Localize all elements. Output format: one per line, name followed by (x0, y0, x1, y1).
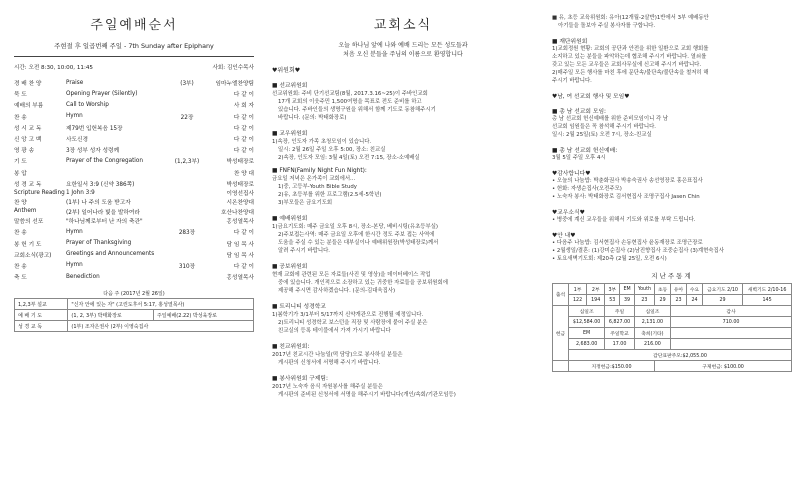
stats-cell: 새벽기도 2/10-16 (743, 284, 792, 295)
order-a: 찬 송 (14, 263, 27, 270)
order-row (14, 271, 254, 282)
announcement-line: 일시: 2월 25일(토) 오전 7시, 장소-친교실 (552, 132, 652, 138)
service-time: 시간: 오전 8:30, 10:00, 11:45 (14, 65, 93, 71)
order-b: 제79번 입헌복음 15장 (66, 125, 123, 132)
order-a: 묵 도 (14, 92, 27, 99)
news-line: 1)중, 고등부-Youth Bible Study (278, 184, 357, 190)
order-d: 담 임 목 사 (226, 252, 254, 259)
news-line: 알려 주시기 바랍니다. (278, 248, 331, 254)
stats-cell (671, 328, 792, 339)
order-b: 3장 성부 성자 성령께 (66, 148, 119, 155)
stats-cell: 145 (743, 295, 792, 306)
order-c: 22장 (180, 114, 194, 121)
order-row (14, 144, 254, 155)
announcement-line: • 토요새벽기도회: 제20측 (2월 25일, 오전 6시) (552, 256, 667, 262)
announcement-line: • 노숙자 봉사: 박태화장로 김서현집사 조명구집사 Jasen Chin (552, 194, 700, 200)
announcement-title: ♥남, 여 선교회 행사 및 모임♥ (552, 94, 630, 100)
next-week-table (14, 288, 254, 332)
stats-title: 지난주통계 (651, 272, 693, 280)
announcement-line: 소지하고 있는 분들을 파악하는데 협조해 주시기 바랍니다. 열쇠를 (552, 54, 707, 60)
news-section-title: ■ 봉사위원회 구제팀: (272, 376, 328, 382)
news-line: 선교위원회: 주비 단기선교팀(8월, 2017.3.16~25)이 주바인교회 (272, 91, 428, 97)
stats-cell (671, 339, 792, 350)
order-a: 교회소식(광고) (14, 252, 52, 259)
stats-cell: 216.00 (634, 339, 670, 350)
worship-order-column (14, 0, 254, 486)
order-a: 축 도 (14, 275, 27, 282)
stats-row (553, 350, 792, 361)
order-b: Prayer of Thanksgiving (66, 240, 132, 247)
stats-cell: 194 (587, 295, 605, 306)
announcement-line: 갖고 있는 모든 교우들은 교회사무실에 신고해 주시기 바랍니다. (552, 62, 702, 68)
announcement-body (552, 177, 792, 201)
order-a: 기 도 (14, 159, 27, 166)
order-d: 찬 양 대 (233, 170, 254, 177)
news-line: 1)속장, 인도자 가족 초청모임이 있습니다. (272, 139, 372, 145)
news-section-title: ■ 예배위원회 (272, 216, 308, 222)
stats-cell: 3부 (605, 284, 620, 295)
stats-cell: 축희(기타) (634, 328, 670, 339)
order-a: 신 앙 고 백 (14, 137, 42, 144)
committee-header: ♥위원회♥ (272, 67, 301, 74)
stats-cell: 유아 (671, 284, 687, 295)
news-line: 2017년 노숙자 음식 자원봉사를 해주실 분들은 (272, 384, 383, 390)
stats-cell: 1부 (568, 284, 586, 295)
next-week-caption: 다음 주 (2017년 2월 26일) (103, 290, 165, 297)
order-a: 영 광 송 (14, 148, 35, 155)
stats-cell: 6,827.00 (605, 317, 634, 328)
order-d: 다 같 이 (233, 148, 254, 155)
order-row (14, 167, 254, 178)
announcement-line: • 다음주 나눔밥: 김서현집사 손동현집사 윤동재장로 조명근장로 (552, 240, 703, 246)
news-list (272, 80, 534, 399)
order-row (14, 88, 254, 99)
announcement-line: 3월 5일 주일 오후 4시 (552, 155, 606, 161)
stats-cell: 주일 (605, 306, 634, 317)
order-d: 호산나찬양대 (221, 209, 254, 216)
order-a: 예배의 부름 (14, 103, 44, 110)
news-line: 게시판의 준비된 신청서에 서명을 해주시기 바랍니다(개인/속회/기관모임등) (278, 392, 456, 398)
order-b: Benediction (66, 273, 100, 280)
order-d: 다 같 이 (233, 263, 254, 270)
announcement-title: ♥감사합니다♥ (552, 171, 591, 177)
news-section-title: ■ 선교위원회 (272, 83, 308, 89)
news-line: 2)유, 초등부를 위한 프로그램(2.5세-5학년) (278, 192, 382, 198)
stats-row (553, 339, 792, 350)
stats-row (553, 306, 792, 317)
news-section-body (272, 175, 534, 207)
worship-meta (14, 63, 254, 71)
news-line: 3)부모들은 금요기도회 (278, 200, 333, 206)
order-row (14, 208, 254, 216)
stats-cell: 구제헌금: $100.00 (655, 361, 792, 372)
announcement-line: • 오늘의 나눔밥: 박춘화권사 박송숙권사 송선영장로 홍은표집사 (552, 178, 703, 184)
stats-cell: 2부 (587, 284, 605, 295)
stats-cell: 710.00 (671, 317, 792, 328)
order-row (14, 77, 254, 88)
announcement-line: 선교회 임원들은 꼭 참석해 주시기 바랍니다. (552, 124, 657, 130)
news-line: 게시판의 신청서에 서명해 주시기 바랍니다. (278, 360, 381, 366)
order-a: Scripture Reading (14, 189, 65, 196)
order-row (14, 226, 254, 237)
announcement-line: • 헌화: 자생순집사(오전주모) (552, 186, 622, 192)
stats-cell: 29 (655, 295, 671, 306)
news-section-title: ■ 트리니티 성경학교 (272, 304, 326, 310)
news-section-title: ■ FNFN(Family Night Fun Night): (272, 168, 367, 174)
order-d: 다 같 이 (233, 114, 254, 121)
next-week-row: 성 경 교 독 (1부) 조자은권사 (2부) 이영숙집사 (15, 321, 254, 332)
order-row (14, 99, 254, 110)
order-row (14, 111, 254, 122)
order-b: Praise (66, 79, 84, 86)
stats-cell: 주일학교 (605, 328, 634, 339)
announcement-line: 1)교회정원 현황: 교회의 공단과 안전을 위한 일환으로 교회 행회를 (552, 46, 709, 52)
news-line: 바랍니다. (문의: 박태화장로) (278, 115, 347, 121)
news-line: 중에 있습니다. 개인적으로 소장하고 있는 귀중한 자료들을 공보위원회에 (278, 280, 448, 286)
order-b: Opening Prayer (Silently) (66, 90, 138, 97)
order-d: 홍성열목사 (226, 219, 254, 226)
order-c: (3부) (180, 81, 194, 88)
news-title: 교회소식 (373, 18, 433, 33)
presider: 사회: 김인수목사 (212, 65, 254, 71)
stats-cell: 헌금 (553, 306, 569, 361)
order-a: 말씀의 선포 (14, 219, 44, 226)
stats-row (553, 295, 792, 306)
next-week-row: 1,2,3부 설교 "신자 안에 있는 자" (고린도후서 5:17, 홍성열목사) (15, 299, 254, 310)
announcement-body (552, 239, 792, 263)
order-d: 임마누엘찬양팀 (215, 81, 254, 88)
order-b: (1부) 나 주의 도움 받고자 (66, 200, 131, 207)
news-section-body (272, 90, 534, 122)
stats-cell (553, 361, 569, 372)
order-row (14, 249, 254, 260)
stats-cell: 십일조 (634, 306, 670, 317)
order-b: Hymn (66, 113, 83, 120)
order-d: 사 회 자 (233, 103, 254, 110)
stats-cell: 122 (568, 295, 586, 306)
order-a: 봉 압 (14, 170, 27, 177)
stats-cell: 2,683.00 (568, 339, 604, 350)
stats-cell: 17.00 (605, 339, 634, 350)
order-b: 요한일서 3:9 (신약 386쪽) (66, 181, 135, 188)
announcement-line: 주시기 바랍니다. (552, 78, 592, 84)
order-list (14, 77, 254, 282)
stats-cell: 금요기도 2/10 (703, 284, 743, 295)
order-row (14, 133, 254, 144)
announcement-title: ♥안 내♥ (552, 233, 576, 239)
stats-cell: 감사 (671, 306, 792, 317)
announcement-line: 총 남 선교회 헌신예배를 위한 준비모임이니 각 남 (552, 116, 669, 122)
order-c: 310장 (178, 263, 196, 270)
order-a: 찬 송 (14, 230, 27, 237)
order-a: 경 배 찬 양 (14, 81, 42, 88)
announcement-body (552, 154, 792, 162)
announcement-body (552, 45, 792, 85)
welcome-greeting: 오늘 하나님 앞에 나와 예배 드리는 모든 성도들과 처음 오신 분들을 주님의 이름으로 환영합니다 (338, 42, 468, 58)
stats-row (553, 328, 792, 339)
announcement-title: ♥교우소식♥ (552, 210, 585, 216)
news-section-body (272, 351, 534, 367)
stats-cell: 출석 (553, 284, 569, 306)
order-d: 홍성열목사 (226, 275, 254, 282)
order-a: 성 시 교 독 (14, 125, 42, 132)
announcement-body (552, 115, 792, 139)
stats-cell: EM (620, 284, 634, 295)
order-row (14, 237, 254, 248)
news-line: 도움을 주실 수 있는 분들은 대부실이나 예배위원장(박성태장로)께서 (278, 240, 439, 246)
order-b: Call to Worship (66, 101, 109, 108)
order-c: (1,2,3부) (174, 159, 200, 166)
announcement-list (552, 36, 792, 263)
announcement-line: • 2월생일/결혼: (1)강미순집사 (2)남진향집사 조중순집사 (3)계현숙집사 (552, 248, 724, 254)
order-d: 다 같 이 (233, 125, 254, 132)
stats-cell: 수요 (687, 284, 703, 295)
news-line: 2)주보접는사역: 매주 금요일 오후에 한시간 정도 주보 접는 사역에 (278, 232, 435, 238)
order-d: 박성태장로 (226, 159, 254, 166)
order-row (14, 260, 254, 271)
stats-row (553, 361, 792, 372)
news-line: 일시: 2월 26일 주일 오후 5:00, 장소: 친교실 (278, 147, 386, 153)
order-a: 봉 헌 기 도 (14, 241, 42, 248)
stats-cell: Youth (634, 284, 654, 295)
education-committee: ■ 유, 초등 교육위원회: 유아(12개월-2살반)1반에서 3부 예배동안 아기들을 돌보아 주실 봉사자를 구합니다. (552, 15, 709, 29)
worship-subtitle: 주현절 후 일곱번째 주일 - 7th Sunday after Epiphany (54, 42, 214, 50)
news-section-body (272, 223, 534, 255)
news-section-title: ■ 공보위원회 (272, 264, 308, 270)
order-a: 찬 양 (14, 200, 27, 207)
news-line: 있습니다. 주바인들의 생명구원을 위해서 함께 기도로 동참해주시기 (278, 107, 436, 113)
announcement-title: ■ 총 남 선교회 모임: (552, 109, 606, 115)
order-row (14, 155, 254, 166)
order-row (14, 189, 254, 197)
stats-cell: 39 (620, 295, 634, 306)
stats-cell: 초등 (655, 284, 671, 295)
church-news-column (272, 0, 534, 486)
order-row (14, 215, 254, 226)
worship-title: 주일예배순서 (90, 18, 178, 33)
news-line: 친교실의 등록 테이블에서 가져 가시기 바랍니다 (278, 328, 391, 334)
stats-cell: 2,131.00 (634, 317, 670, 328)
order-d: 다 같 이 (233, 137, 254, 144)
order-d: 시온찬양대 (226, 200, 254, 207)
news-line: 제공해 주시면 감사하겠습니다. (문의-김대욱집사) (278, 288, 396, 294)
order-b: Hymn (66, 262, 83, 269)
stats-cell: EM (568, 328, 604, 339)
news-section-body (272, 138, 534, 162)
next-week-row: 예 배 기 도 (1, 2, 3부) 박태화장로 주일예배(2.22) 박성육장로 (15, 310, 254, 321)
news-line: 1)금요기도회: 매주 금요일 오후 8시, 장소-본당, 베비시팅(유초등부실) (272, 224, 439, 230)
news-line: 2)속장, 인도자 모임: 3월 4일(토) 오전 7:15, 장소-소예배실 (278, 155, 420, 161)
announcements-column (552, 0, 792, 486)
order-a: 찬 송 (14, 114, 27, 121)
order-d: 박성태장로 (226, 181, 254, 188)
order-b: Hymn (66, 228, 83, 235)
announcement-line: 2)매주일 모든 행사를 마친 후에 문단속/불단속/불단속을 철저히 해 (552, 70, 709, 76)
news-line: 17개 교회의 이웃주민 1,500여명을 목표로 전도 준비를 하고 (278, 99, 422, 105)
stats-cell: 23 (671, 295, 687, 306)
order-a: 성 경 교 독 (14, 181, 42, 188)
news-section-body (272, 383, 534, 399)
order-d: 담 임 목 사 (226, 241, 254, 248)
news-section-body (272, 311, 534, 335)
stats-row (553, 284, 792, 295)
divider (14, 56, 254, 57)
order-d: 다 같 이 (233, 230, 254, 237)
stats-cell: 29 (703, 295, 743, 306)
news-line: 현재 교회에 관련된 모든 자료들(사진 및 영상)을 데이터베이스 작업 (272, 272, 431, 278)
news-line: 1)봄학기가 3/1부터 5/17까지 신약개관으로 진행될 예정입니다. (272, 312, 424, 318)
announcement-body (552, 216, 792, 224)
order-b: "하나님께로부터 난 자의 축관" (66, 219, 143, 226)
stats-cell: 십일조 (568, 306, 604, 317)
order-b: Prayer of the Congregation (66, 157, 143, 164)
order-b: (2부) 일어나라 빛을 발하여라 (66, 209, 140, 216)
news-section-title: ■ 친교위원회: (272, 344, 310, 350)
news-section-body (272, 271, 534, 295)
news-line: 2)트리니티 성경학교 보스턴을 직장 및 사람장에 붙어 주실 분은 (278, 320, 428, 326)
order-d: 이영선집사 (226, 191, 254, 198)
news-section-title: ■ 교우위원회 (272, 131, 308, 137)
order-d: 다 같 이 (233, 92, 254, 99)
announcement-title: ■ 재단위원회 (552, 39, 588, 45)
order-b: 1 John 3:9 (66, 189, 95, 196)
news-line: 2017년 친교시간 나눔일(떡 담당)으로 봉사하실 분들은 (272, 352, 403, 358)
stats-cell: 24 (687, 295, 703, 306)
announcement-line: • 병중에 계신 교우들을 위해서 기도와 위로를 부탁 드립니다. (552, 217, 696, 223)
announcement-title: ■ 총 남 선교회 헌신예배: (552, 148, 618, 154)
stats-cell: 감단표판주모:$2,055.00 (568, 350, 791, 361)
order-b: 사도신경 (66, 137, 88, 144)
news-line: 금요일 저녁은 온가족이 교회에서... (272, 176, 356, 182)
order-row (14, 122, 254, 133)
order-a: Anthem (14, 208, 37, 215)
stats-cell: $12,584.00 (568, 317, 604, 328)
stats-cell: 23 (634, 295, 654, 306)
stats-cell: 지정헌금:$150.00 (568, 361, 654, 372)
order-c: 283장 (178, 230, 196, 237)
stats-row (553, 317, 792, 328)
stats-table (552, 283, 792, 372)
order-b: Greetings and Announcements (66, 251, 155, 258)
stats-cell: 53 (605, 295, 620, 306)
